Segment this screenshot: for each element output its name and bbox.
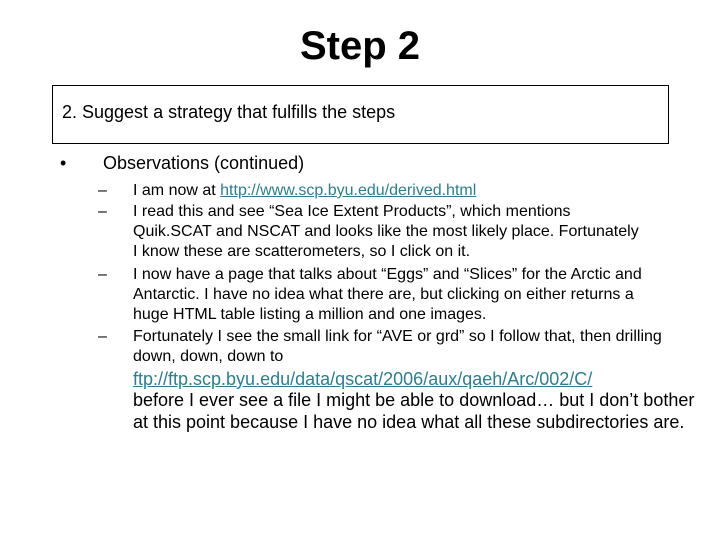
observation-item-2: I read this and see “Sea Ice Extent Products”, which mentions Quik.SCAT and NSCAT and looks like the most likely place. Fortunately I know these are scatterometers, so I click on it. <box>133 203 639 260</box>
slide-title: Step 2 <box>299 24 421 68</box>
ftp-link-text[interactable]: ftp://ftp.scp.byu.edu/data/qscat/2006/aux/qaeh/Arc/002/C/ <box>133 369 593 389</box>
dash-marker: – <box>98 328 107 345</box>
derived-page-link[interactable]: http://www.scp.byu.edu/derived.html <box>220 182 477 199</box>
observation-item-4: Fortunately I see the small link for “AVE or grd” so I follow that, then drilling down, down, down to <box>133 328 662 365</box>
bullet-marker: • <box>60 153 67 173</box>
observation-item-1-text: I am now at <box>133 182 221 199</box>
observation-item-1 <box>133 181 693 201</box>
step-description-box <box>52 85 669 144</box>
step-description-text: 2. Suggest a strategy that fulfills the steps <box>62 102 396 122</box>
observation-item-3: I now have a page that talks about “Eggs” and “Slices” for the Arctic and Antarctic. I have no idea what there are, but clicking on either returns a huge HTML table listing a million and one images. <box>133 266 642 323</box>
dash-marker: – <box>98 203 107 220</box>
dash-marker: – <box>98 266 107 283</box>
observations-heading: Observations (continued) <box>103 153 305 173</box>
ftp-link[interactable] <box>133 368 713 390</box>
observation-item-4-continuation: before I ever see a file I might be able to download… but I don’t bother at this point because I have no idea what all these subdirectories are. <box>133 390 695 432</box>
dash-marker: – <box>98 182 107 199</box>
